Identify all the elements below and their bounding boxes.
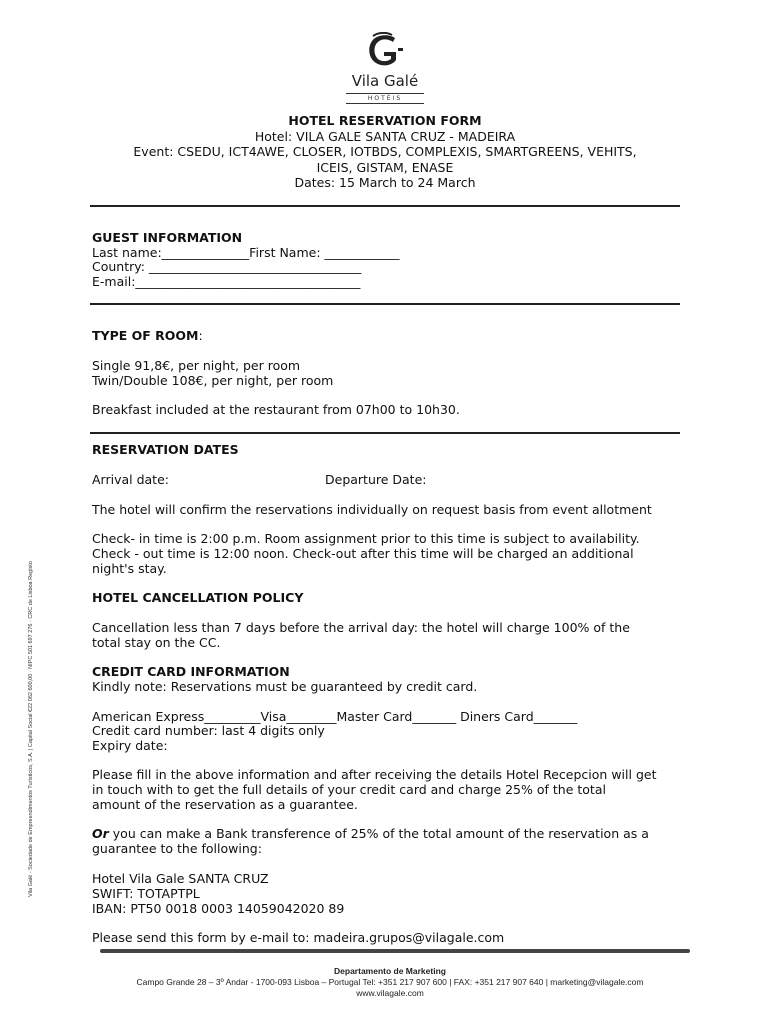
bank-transfer-text (92, 826, 649, 841)
vila-gale-logo (340, 32, 430, 104)
form-title: HOTEL RESERVATION FORM (288, 113, 482, 128)
room-type-heading-text: TYPE OF ROOM (92, 328, 199, 343)
cancellation-text: Cancellation less than 7 days before the arrival day: the hotel will charge 100% of the (92, 620, 630, 635)
cancellation-text-cont: total stay on the CC. (92, 635, 221, 650)
guest-info-heading: GUEST INFORMATION (92, 230, 243, 245)
divider (90, 432, 680, 434)
check-out-note: Check - out time is 12:00 noon. Check-out after this time will be charged an additional (92, 546, 634, 561)
departure-date-field[interactable]: Departure Date: (325, 472, 427, 487)
double-room-rate: Twin/Double 108€, per night, per room (92, 373, 334, 388)
check-out-note-cont: night's stay. (92, 561, 167, 576)
reservation-dates-heading: RESERVATION DATES (92, 442, 239, 457)
event-list-line2: ICEIS, GISTAM, ENASE (316, 159, 454, 175)
guarantee-text-end: amount of the reservation as a guarantee. (92, 797, 358, 812)
single-room-rate: Single 91,8€, per night, per room (92, 358, 301, 373)
event-dates: Dates: 15 March to 24 March (294, 175, 476, 190)
company-legal-text: Vila Galé - Sociedade de Empreendimentos Turísticos, S.A. | Capital Social €22 062 600,00 · NIPC 501 697 276 · CRC de Lisboa Registo (28, 561, 34, 897)
hotel-name: Hotel: VILA GALE SANTA CRUZ - MADEIRA (254, 128, 516, 144)
room-type-heading (92, 328, 203, 343)
guarantee-text-cont: in touch with to get the full details of your credit card and charge 25% of the total (92, 782, 606, 797)
breakfast-note: Breakfast included at the restaurant from 07h00 to 10h30. (92, 402, 460, 417)
email-field[interactable]: E-mail:____________________________________ (92, 274, 361, 289)
cancellation-heading: HOTEL CANCELLATION POLICY (92, 590, 304, 605)
footer-divider (100, 949, 690, 953)
divider (90, 205, 680, 207)
confirmation-note: The hotel will confirm the reservations individually on request basis from event allotment (92, 502, 652, 517)
divider (90, 303, 680, 305)
footer-department: Departamento de Marketing (334, 966, 446, 976)
brand-subtitle: HOTÉIS (346, 93, 424, 104)
room-type-heading-colon: : (198, 328, 203, 343)
bank-hotel-name: Hotel Vila Gale SANTA CRUZ (92, 871, 269, 886)
footer-address: Campo Grande 28 – 3º Andar - 1700-093 Lisboa – Portugal Tel: +351 217 907 600 | FAX: +351 217 907 640 | marketing@vilagale.com (136, 977, 644, 987)
brand-name: Vila Galé (351, 72, 419, 90)
or-emphasis: Or (92, 826, 109, 841)
arrival-date-field[interactable]: Arrival date: (92, 472, 169, 487)
footer (90, 966, 690, 999)
card-number-field[interactable]: Credit card number: last 4 digits only (92, 723, 325, 738)
check-in-note: Check- in time is 2:00 p.m. Room assignment prior to this time is subject to availability. (92, 531, 640, 546)
name-fields[interactable]: Last name:______________First Name: ____________ (92, 245, 400, 260)
bank-swift: SWIFT: TOTAPTPL (92, 886, 200, 901)
expiry-date-field[interactable]: Expiry date: (92, 738, 168, 753)
vila-gale-g-logo-icon (365, 32, 405, 70)
send-instructions: Please send this form by e-mail to: madeira.grupos@vilagale.com (92, 930, 505, 945)
event-list-line1: Event: CSEDU, ICT4AWE, CLOSER, IOTBDS, COMPLEXIS, SMARTGREENS, VEHITS, (133, 144, 637, 159)
credit-card-heading: CREDIT CARD INFORMATION (92, 664, 290, 679)
guarantee-text: Please fill in the above information and after receiving the details Hotel Recepcion will get (92, 767, 657, 782)
country-field[interactable]: Country: __________________________________ (92, 259, 362, 274)
bank-iban: IBAN: PT50 0018 0003 14059042020 89 (92, 901, 345, 916)
credit-card-note: Kindly note: Reservations must be guaranteed by credit card. (92, 679, 478, 694)
footer-website[interactable]: www.vilagale.com (356, 988, 424, 998)
form-header (90, 113, 680, 191)
card-type-fields[interactable]: American Express_________Visa________Master Card_______ Diners Card_______ (92, 709, 578, 724)
bank-transfer-text-rest: you can make a Bank transference of 25% of the total amount of the reservation as a (108, 826, 649, 841)
bank-transfer-text-cont: guarantee to the following: (92, 841, 262, 856)
